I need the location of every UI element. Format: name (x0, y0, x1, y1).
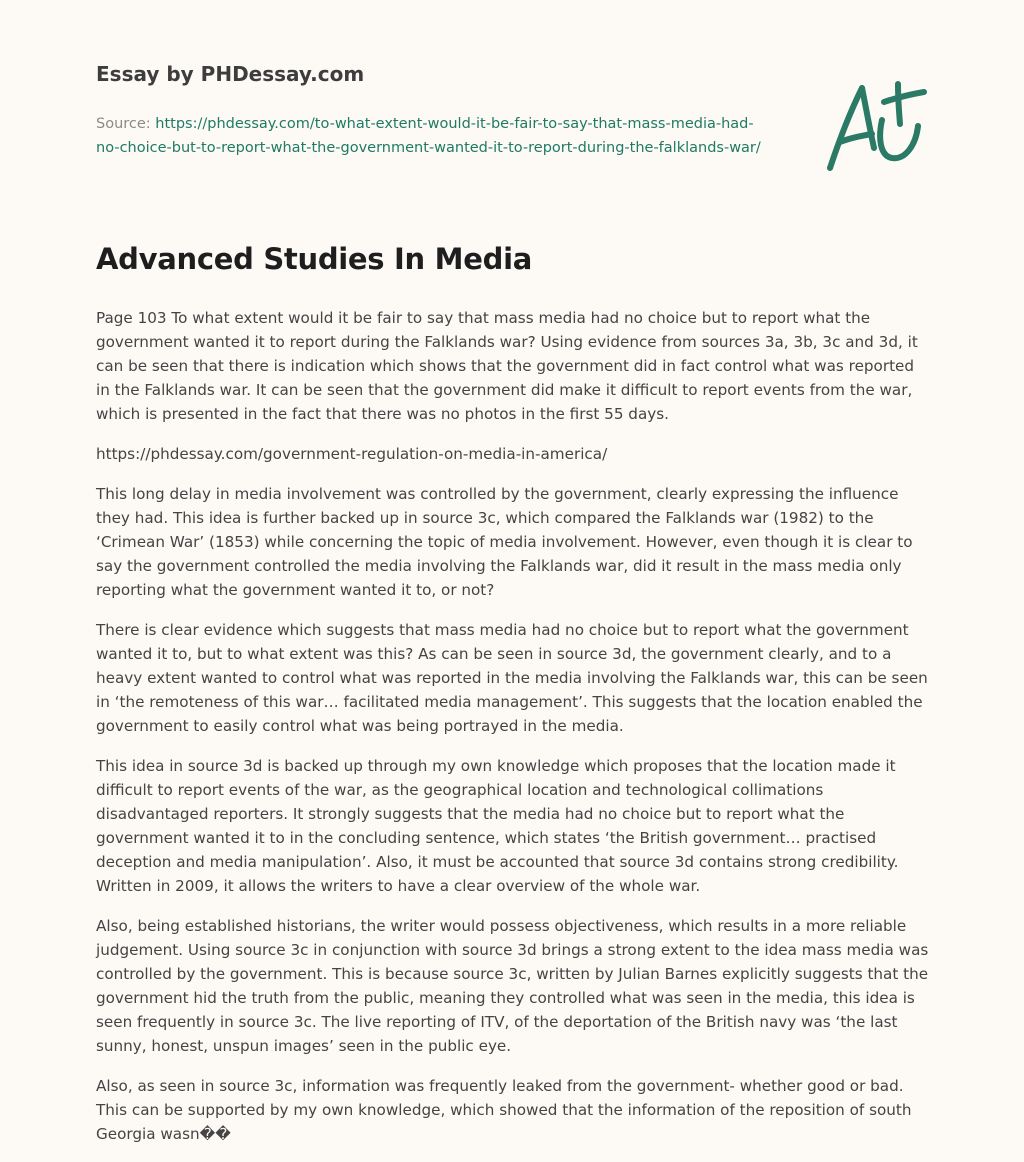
paragraph: There is clear evidence which suggests that mass media had no choice but to report what the government wanted it to, but to what extent was this? As can be seen in source 3d, the government clearly, and to a heavy extent wanted to control what was reported in the media involving the Falklands war, this can be seen in ‘the remoteness of this war… facilitated media management’. This suggests that the location enabled the government to easily control what was being portrayed in the media. (96, 621, 928, 735)
article-title: Advanced Studies In Media (96, 242, 532, 276)
paragraph: Page 103 To what extent would it be fair to say that mass media had no choice but to report what the government wanted it to report during the Falklands war? Using evidence from sources 3a, 3b, 3c and 3d, it can be seen that there is indication which shows that the government did in fact control what was reported in the Falklands war. It can be seen that the government did make it difficult to report events from the war, which is presented in the fact that there was no photos in the first 55 days. (96, 309, 918, 423)
paragraph: This long delay in media involvement was controlled by the government, clearly expressing the influence they had. This idea is further backed up in source 3c, which compared the Falklands war (1982) to the ‘Crimean War’ (1853) while concerning the topic of media involvement. However, even though it is clear to say the government controlled the media involving the Falklands war, did it result in the mass media only reporting what the government wanted it to, or not? (96, 485, 913, 599)
source-link[interactable]: https://phdessay.com/to-what-extent-would-it-be-fair-to-say-that-mass-media-had-no-choice-but-to-report-what-the-government-wanted-it-to-report-during-the-falklands-war/ (96, 116, 761, 156)
brand-title: Essay by PHDessay.com (96, 62, 365, 86)
paragraph: Also, as seen in source 3c, information was frequently leaked from the government- whether good or bad. This can be supported by my own knowledge, which showed that the information of the reposition of south Georgia wasn�� (96, 1077, 912, 1143)
paragraph: Also, being established historians, the writer would possess objectiveness, which results in a more reliable judgement. Using source 3c in conjunction with source 3d brings a strong extent to the idea mass media was controlled by the government. This is because source 3c, written by Julian Barnes explicitly suggests that the government hid the truth from the public, meaning they controlled what was seen in the media, this idea is seen frequently in source 3c. The live reporting of ITV, of the deportation of the British navy was ‘the last sunny, honest, unspun images’ seen in the public eye. (96, 917, 929, 1055)
source-label: Source: (96, 116, 151, 132)
essay-header (96, 62, 776, 160)
a-plus-logo-icon (822, 78, 928, 174)
related-link[interactable]: https://phdessay.com/government-regulation-on-media-in-america/ (96, 445, 608, 463)
article-body (96, 242, 932, 1162)
paragraph: This idea in source 3d is backed up through my own knowledge which proposes that the location made it difficult to report events of the war, as the geographical location and technological collimations disadvantaged reporters. It strongly suggests that the media had no choice but to report what the government wanted it to in the concluding sentence, which states ‘the British government… practised deception and media manipulation’. Also, it must be accounted that source 3d contains strong credibility. Written in 2009, it allows the writers to have a clear overview of the whole war. (96, 757, 899, 895)
source-line (96, 112, 776, 160)
